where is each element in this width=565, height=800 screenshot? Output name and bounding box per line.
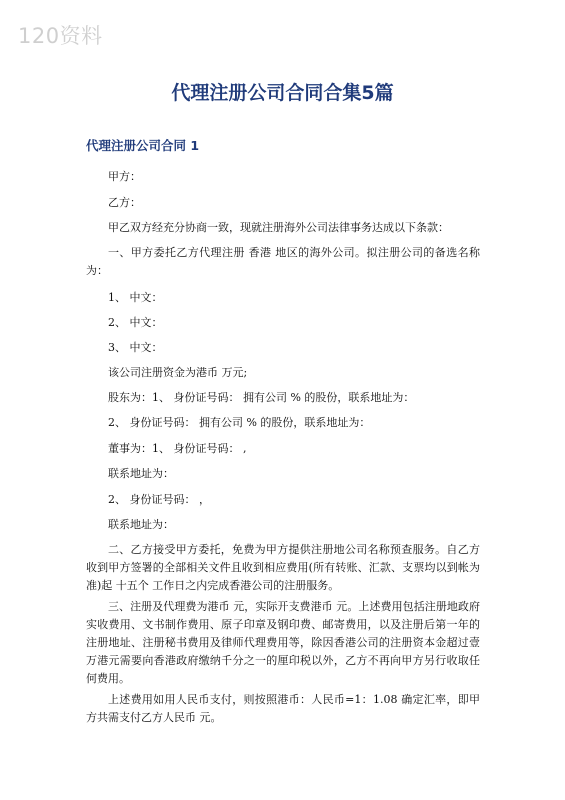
clause-three-paragraph: 三、注册及代理费为港币 元，实际开支费港币 元。上述费用包括注册地政府实收费用、文书制作费用、原子印章及钢印费、邮寄费用，以及注册后第一年的注册地址、注册秘书费用及律师代理费用等，除因香港公司的注册资本金超过壹万港元需要向香港政府缴纳千分之一的厘印税以外，乙方不再向甲方另行收取任何费用。 xyxy=(86,600,480,685)
watermark-logo: 120资料 xyxy=(18,24,103,48)
capital-line: 该公司注册资金为港币 万元; xyxy=(108,366,248,379)
director-2-address-line: 联系地址为： xyxy=(108,518,174,531)
name-option-1: 1、 中文： xyxy=(108,291,163,304)
director-2-line: 2、 身份证号码： ， xyxy=(108,493,210,506)
shareholder-1-line: 股东为：1、 身份证号码： 拥有公司 % 的股份，联系地址为： xyxy=(108,391,415,404)
director-1-line: 董事为：1、 身份证号码： , xyxy=(108,442,247,455)
section-heading: 代理注册公司合同 1 xyxy=(86,138,200,153)
payment-paragraph: 上述费用如用人民币支付，则按照港币：人民币=1：1.08 确定汇率，即甲方共需支付乙方人民币 元。 xyxy=(86,693,480,724)
director-1-address-line: 联系地址为： xyxy=(108,467,174,480)
name-option-3: 3、 中文： xyxy=(108,341,163,354)
clause-one-paragraph: 一、甲方委托乙方代理注册 香港 地区的海外公司。拟注册公司的备选名称为： xyxy=(86,246,480,277)
document-title: 代理注册公司合同合集5篇 xyxy=(171,82,394,104)
name-option-2: 2、 中文： xyxy=(108,316,163,329)
clause-two-paragraph: 二、乙方接受甲方委托，免费为甲方提供注册地公司名称预查服务。自乙方收到甲方签署的全部相关文件且收到相应费用(所有转账、汇款、支票均以到帐为准)起 十五个 工作日之内完成香港公司的注册服务。 xyxy=(86,543,480,592)
shareholder-2-line: 2、 身份证号码： 拥有公司 % 的股份，联系地址为： xyxy=(108,416,371,429)
party-a-line: 甲方： xyxy=(108,170,141,183)
intro-paragraph: 甲乙双方经充分协商一致，现就注册海外公司法律事务达成以下条款： xyxy=(108,221,449,234)
party-b-line: 乙方： xyxy=(108,196,141,209)
